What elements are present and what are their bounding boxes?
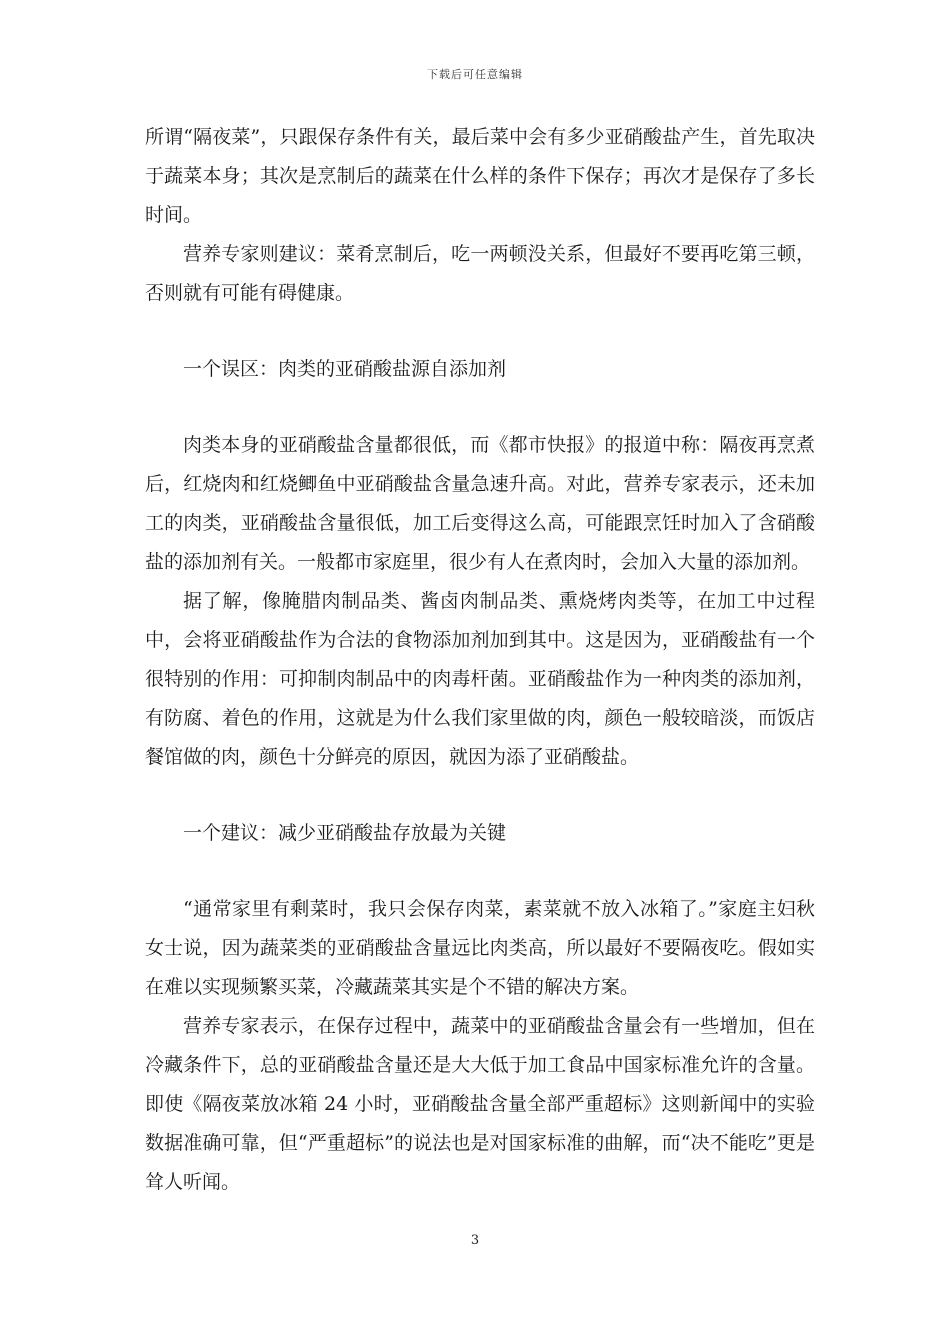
paragraph-4: 据了解，像腌腊肉制品类、酱卤肉制品类、熏烧烤肉类等，在加工中过程中，会将亚硝酸盐作为合法的食物添加剂加到其中。这是因为，亚硝酸盐有一个很特别的作用：可抑制肉制品中的肉毒杆菌。亚硝酸盐作为一种肉类的添加剂，有防腐、着色的作用，这就是为什么我们家里做的肉，颜色一般较暗淡，而饭店餐馆做的肉，颜色十分鲜亮的原因，就因为添了亚硝酸盐。 (145, 590, 815, 768)
page-header: 下载后可任意编辑 (427, 68, 523, 81)
paragraph-1: 所谓“隔夜菜”，只跟保存条件有关，最后菜中会有多少亚硝酸盐产生，首先取决于蔬菜本身；其次是烹制后的蔬菜在什么样的条件下保存；再次才是保存了多长时间。 (145, 126, 815, 226)
section-heading-misconception: 一个误区：肉类的亚硝酸盐源自添加剂 (183, 358, 507, 380)
paragraph-5: “通常家里有剩菜时，我只会保存肉菜，素菜就不放入冰箱了。”家庭主妇秋女士说，因为蔬菜类的亚硝酸盐含量远比肉类高，所以最好不要隔夜吃。假如实在难以实现频繁买菜，冷藏蔬菜其实是个不错的解决方案。 (145, 898, 815, 998)
paragraph-2: 营养专家则建议：菜肴烹制后，吃一两顿没关系，但最好不要再吃第三顿，否则就有可能有碍健康。 (145, 243, 815, 304)
section-heading-suggestion: 一个建议：减少亚硝酸盐存放最为关键 (183, 822, 507, 844)
page-number: 3 (470, 1233, 480, 1248)
paragraph-3: 肉类本身的亚硝酸盐含量都很低，而《都市快报》的报道中称：隔夜再烹煮后，红烧肉和红烧鲫鱼中亚硝酸盐含量急速升高。对此，营养专家表示，还未加工的肉类，亚硝酸盐含量很低，加工后变得这么高，可能跟烹饪时加入了含硝酸盐的添加剂有关。一般都市家庭里，很少有人在煮肉时，会加入大量的添加剂。 (145, 434, 815, 573)
spacer (145, 853, 815, 890)
spacer (145, 313, 815, 350)
document-body (145, 118, 815, 1202)
spacer (145, 777, 815, 814)
spacer (145, 389, 815, 426)
paragraph-6: 营养专家表示，在保存过程中，蔬菜中的亚硝酸盐含量会有一些增加，但在冷藏条件下，总的亚硝酸盐含量还是大大低于加工食品中国家标准允许的含量。即使《隔夜菜放冰箱 24 小时，亚硝酸盐含量全部严重超标》这则新闻中的实验数据准确可靠，但“严重超标”的说法也是对国家标准的曲解，而“决不能吃”更是耸人听闻。 (145, 1015, 815, 1193)
